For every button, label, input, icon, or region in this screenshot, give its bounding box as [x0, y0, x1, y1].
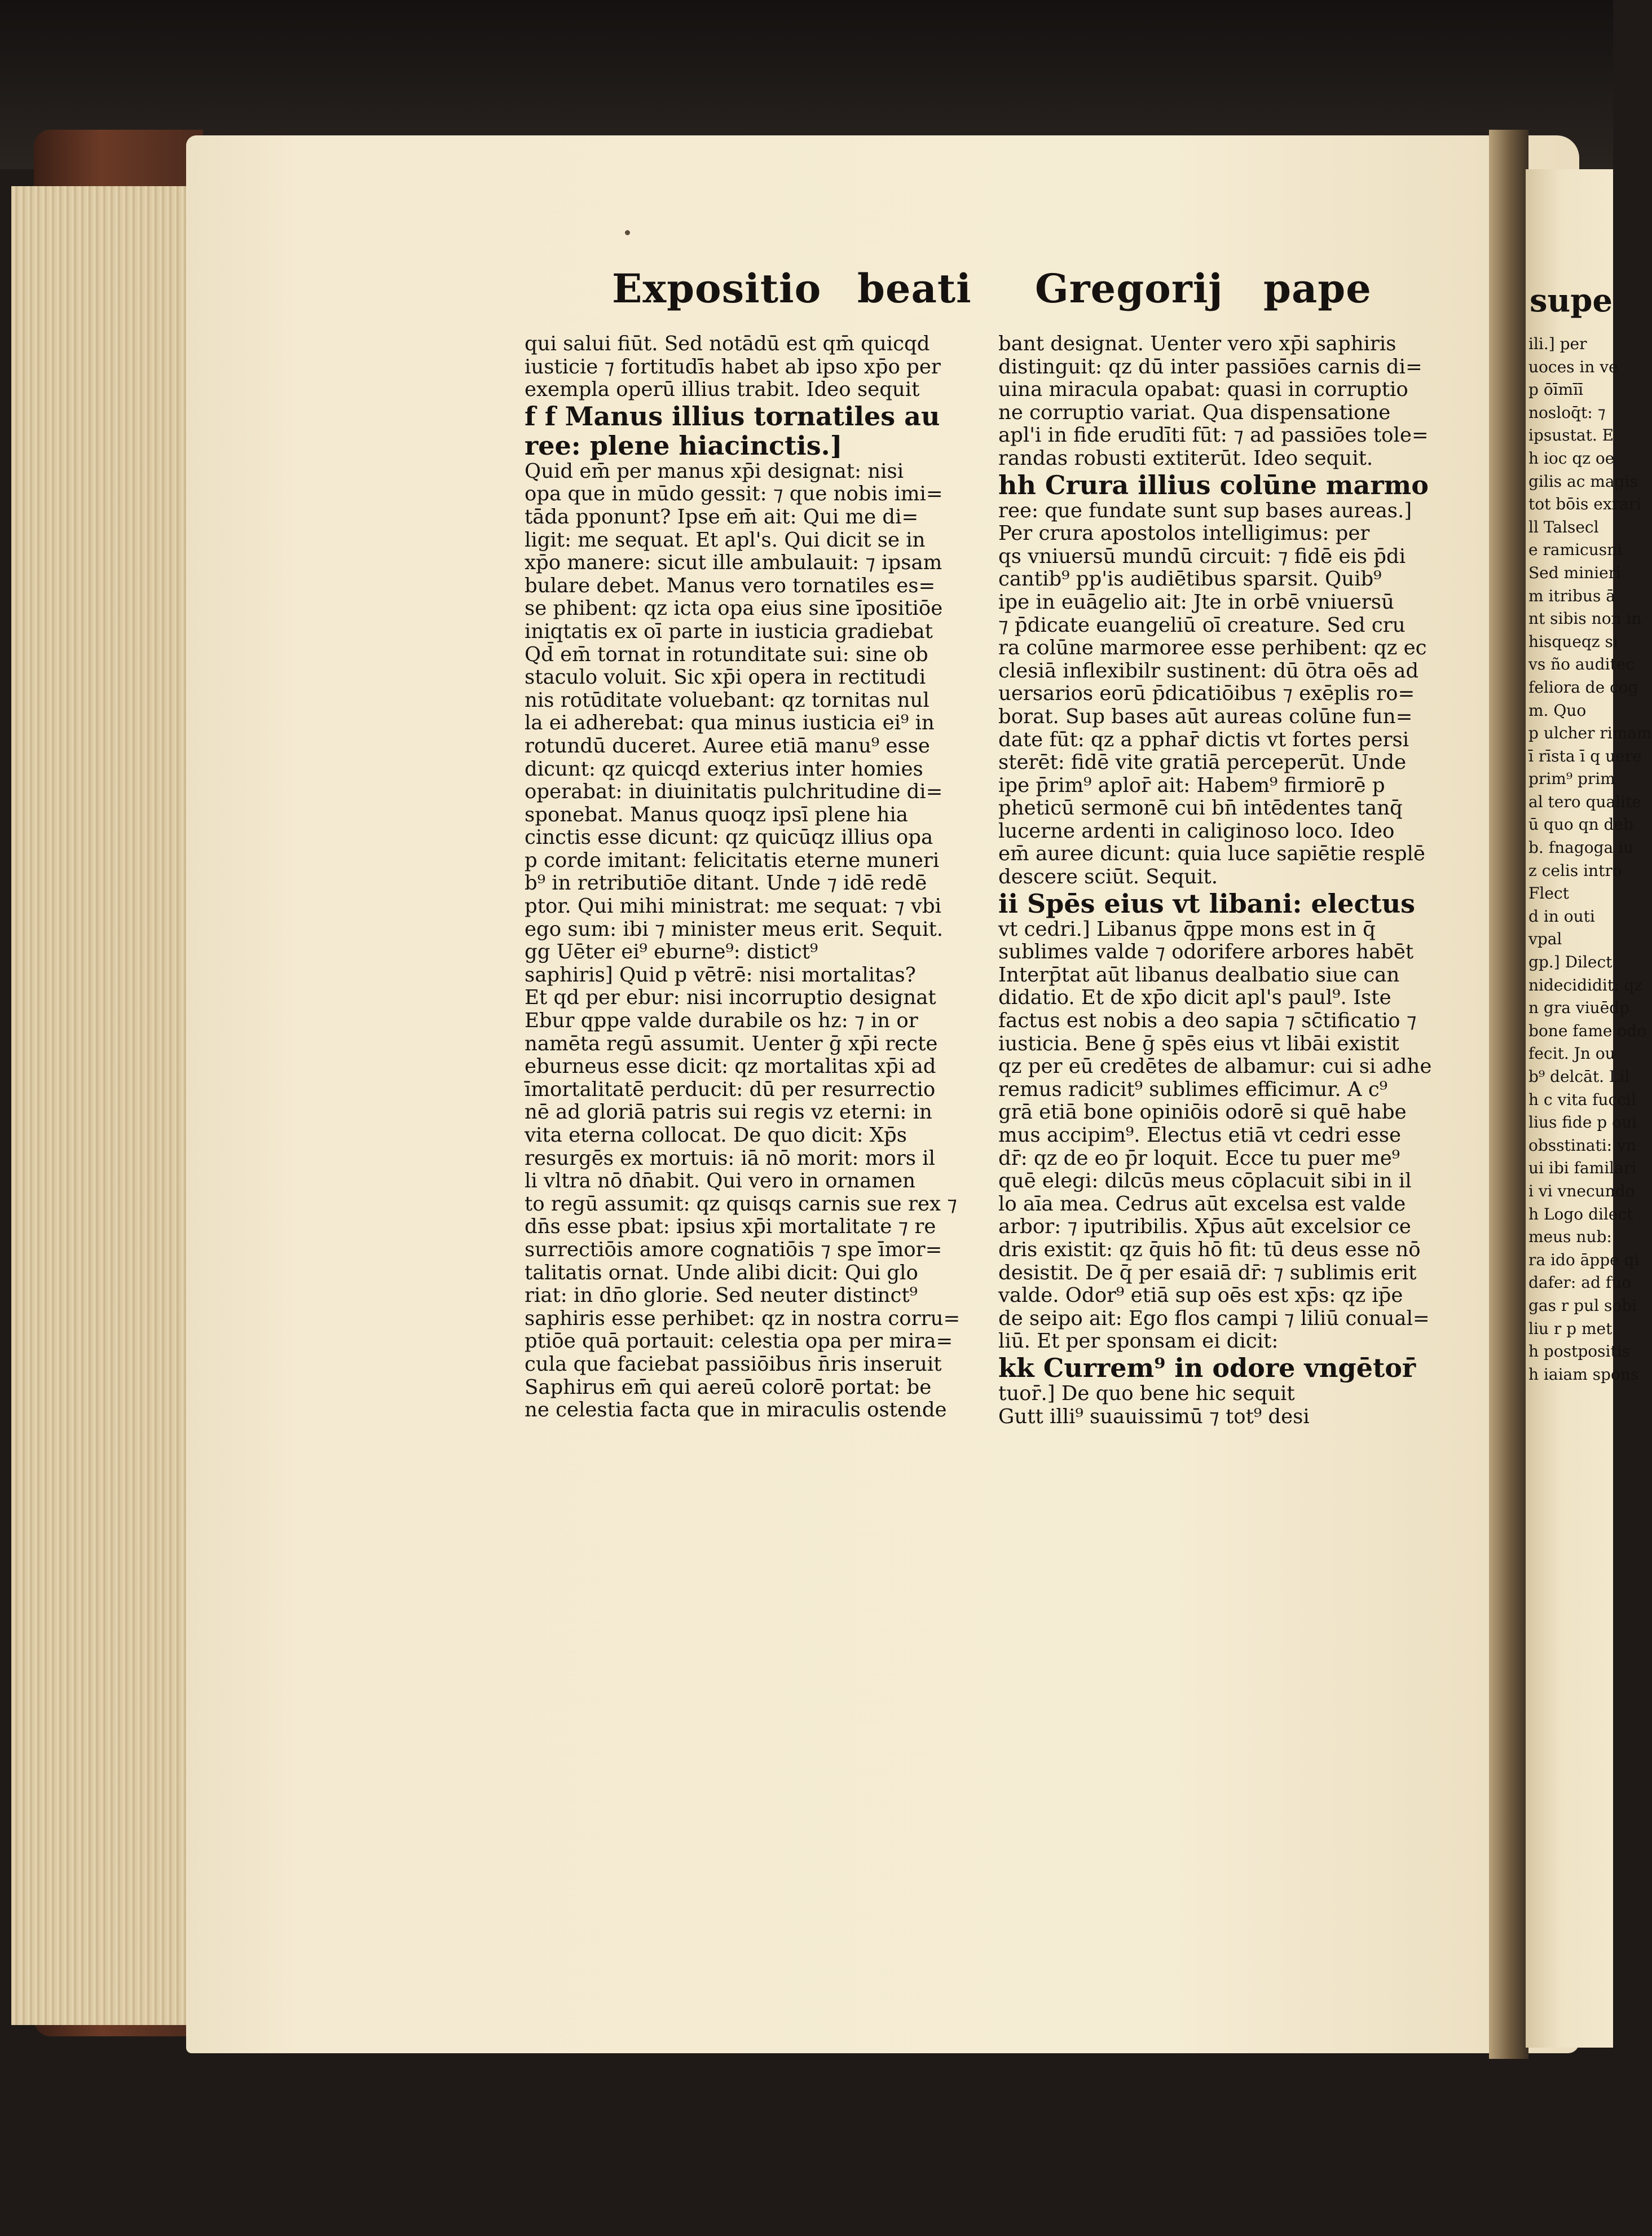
text-line: mus accipim⁹. Electus etiā vt cedri esse	[998, 1124, 1402, 1147]
text-line: qz per eū credētes de albamur: cui si adhe	[998, 1055, 1432, 1079]
text-line: ui ibi familari	[1528, 1159, 1637, 1178]
text-line: apl'i in fide erudīti fūt: ⁊ ad passiōes tole=	[998, 424, 1429, 447]
text-line: la ei adherebat: qua minus iusticia ei⁹ in	[525, 711, 935, 735]
text-line: gg Uēter ei⁹ eburne⁹: distict⁹	[525, 940, 818, 964]
text-line: surrectiōis amore cognatiōis ⁊ spe īmor=	[525, 1238, 942, 1261]
text-line: ī rīsta ī q uere	[1528, 746, 1642, 765]
text-line: saphiris] Quid p vētrē: nisi mortalitas?	[525, 963, 916, 987]
text-line: eburneus esse dicit: qz mortalitas xp̄i ad	[525, 1055, 936, 1079]
text-line: ll Talsecl	[1528, 517, 1599, 536]
text-line: ipe p̄rim⁹ aplor̄ ait: Habem⁹ firmiorē p	[998, 773, 1385, 797]
left-text-column	[525, 333, 1015, 1422]
text-line: ego sum: ibi ⁊ minister meus erit. Sequit.	[525, 917, 944, 941]
text-line: sterēt: fidē vite gratiā perceperūt. Unde	[998, 751, 1407, 774]
text-line: Sed minieri	[1528, 563, 1621, 582]
text-line: vita eterna collocat. De quo dicit: Xp̄s	[525, 1124, 907, 1147]
text-line: liū. Et per sponsam ei dicit:	[998, 1330, 1279, 1353]
text-line: em̄ auree dicunt: quia luce sapiētie resplē	[998, 842, 1425, 866]
text-line: lo aīa mea. Cedrus aūt excelsa est valde	[998, 1192, 1406, 1216]
right-text-column	[998, 333, 1489, 1428]
ink-spot	[625, 230, 630, 235]
book-fore-edge-pages	[11, 186, 203, 2025]
text-line: de seipo ait: Ego flos campi ⁊ liliū conual=	[998, 1306, 1430, 1330]
text-line: īmortalitatē perducit: dū per resurrectio	[525, 1077, 936, 1101]
text-line: staculo voluit. Sic xp̄i opera in rectitudi	[525, 666, 926, 689]
text-line: cula que faciebat passiōibus n̄ris inseruit	[525, 1352, 942, 1376]
text-line: h c vita fuccil	[1528, 1090, 1636, 1109]
text-line: Flect	[1528, 884, 1569, 903]
text-line: qs vniuersū mundū circuit: ⁊ fidē eis p̄di	[998, 544, 1406, 568]
text-line: obsstinati: vn	[1528, 1135, 1636, 1155]
text-line: vt cedri.] Libanus q̄ppe mons est in q̄	[998, 917, 1376, 941]
text-line: cantib⁹ pp'is audiētibus sparsit. Quib⁹	[998, 567, 1382, 591]
text-line: p ōīmīī	[1528, 380, 1584, 399]
text-line: Et qd per ebur: nisi incorruptio designat	[525, 986, 936, 1010]
text-line: exempla operū illius trabit. Ideo sequit	[525, 378, 920, 402]
text-line: ipsustat. E	[1528, 426, 1614, 445]
text-line: b. fnagoga iu	[1528, 838, 1634, 857]
text-line: meus nub:	[1528, 1227, 1612, 1247]
text-line: borat. Sup bases aūt aureas colūne fun=	[998, 705, 1413, 728]
text-line: sponebat. Manus quoqz ipsī plene hia	[525, 803, 908, 826]
text-line: pheticū sermonē cui bn̄ intēdentes tanq̄	[998, 796, 1403, 820]
text-line: clesiā inflexibilr sustinent: dū ōtra oēs ad	[998, 659, 1419, 683]
text-line: talitatis ornat. Unde alibi dicit: Qui glo	[525, 1261, 918, 1284]
text-line: tot bōis exrari	[1528, 495, 1642, 514]
text-line: uersarios eorū p̄dicatiōibus ⁊ exēplis ro=	[998, 682, 1415, 706]
text-line: p ulcher rimam	[1528, 724, 1652, 743]
text-line: lucerne ardenti in caliginoso loco. Ideo	[998, 819, 1395, 843]
text-line: kk Currem⁹ in odore vngētor̄	[998, 1352, 1416, 1383]
text-line: ra ido āppe qi	[1528, 1250, 1640, 1269]
text-line: randas robusti extiterūt. Ideo sequit.	[998, 446, 1373, 470]
text-line: ne celestia facta que in miraculis ostende	[525, 1398, 947, 1422]
text-line: ili.] per	[1528, 334, 1587, 353]
text-line: tāda pponunt? Ipse em̄ ait: Qui me di=	[525, 505, 919, 529]
text-line: sublimes valde ⁊ odorifere arbores habēt	[998, 940, 1414, 964]
text-line: dr̄: qz de eo p̄r loquit. Ecce tu puer me⁹	[998, 1146, 1400, 1170]
text-line: ipe in euāgelio ait: Jte in orbē vniuersū	[998, 590, 1394, 614]
text-line: nē ad gloriā patris sui regis vz eterni: in	[525, 1101, 932, 1124]
text-line: Per crura apostolos intelligimus: per	[998, 522, 1370, 545]
text-line: feliora de cog	[1528, 677, 1638, 697]
text-line: ra colūne marmoree esse perhibent: qz ec	[998, 636, 1427, 660]
text-line: nis rotūditate voluebant: qz tornitas nul	[525, 688, 929, 712]
text-line: dris existit: qz q̄uis hō fit: tū deus esse nō	[998, 1238, 1421, 1261]
text-line: m. Quo	[1528, 701, 1587, 720]
text-line: ii Spēs eius vt libani: electus	[998, 888, 1416, 919]
text-line: grā etiā bone opiniōis odorē si quē habe	[998, 1101, 1407, 1124]
text-line: to regū assumit: qz quisqs carnis sue rex ⁊	[525, 1192, 957, 1216]
text-line: m itribus ā	[1528, 586, 1615, 605]
running-title-word-4: pape	[1263, 265, 1372, 312]
text-line: xp̄o manere: sicut ille ambulauit: ⁊ ipsam	[525, 551, 942, 575]
text-line: e ramicusni	[1528, 540, 1623, 560]
text-line: vs ño auditec	[1528, 655, 1635, 674]
text-line: distinguit: qz dū inter passiōes carnis di=	[998, 355, 1422, 378]
text-line: iniqtatis ex oī parte in iusticia gradiebat	[525, 619, 933, 643]
text-line: date fūt: qz a pphar̄ dictis vt fortes persi	[998, 728, 1409, 751]
text-line: liu r p met	[1528, 1319, 1613, 1338]
text-line: ree: plene hiacinctis.]	[525, 430, 843, 461]
text-line: z celis intro	[1528, 861, 1622, 880]
text-line: Ebur qppe valde durabile os hz: ⁊ in or	[525, 1009, 918, 1033]
text-line: n gra viuēdp	[1528, 998, 1630, 1018]
text-line: operabat: in diuinitatis pulchritudine di=	[525, 780, 943, 804]
text-line: bant designat. Uenter vero xp̄i saphiris	[998, 332, 1397, 355]
text-line: iusticie ⁊ fortitudīs habet ab ipso xp̄o per	[525, 355, 941, 378]
text-line: ree: que fundate sunt sup bases aureas.]	[998, 499, 1412, 522]
text-line: iusticia. Bene ḡ spēs eius vt libāi existit	[998, 1032, 1399, 1055]
text-line: arbor: ⁊ iputribilis. Xp̄us aūt excelsior ce	[998, 1215, 1411, 1239]
text-line: tuor̄.] De quo bene hic sequit	[998, 1381, 1295, 1405]
text-line: ligit: me sequat. Et apl's. Qui dicit se in	[525, 528, 926, 552]
text-line: hh Crura illius colūne marmo	[998, 469, 1429, 500]
text-line: gp.] Dilect	[1528, 953, 1613, 972]
text-line: gas r pul sobi	[1528, 1296, 1637, 1315]
text-line: dn̄s esse pbat: ipsius xp̄i mortalitate ⁊ re	[525, 1215, 936, 1239]
text-line: f f Manus illius tornatiles au	[525, 400, 940, 432]
text-line: valde. Odor⁹ etiā sup oēs est xp̄s: qz ip̄e	[998, 1284, 1403, 1308]
text-line: nidecididit: qz	[1528, 975, 1643, 994]
text-line: b⁹ in retributiōe ditant. Unde ⁊ idē redē	[525, 871, 927, 895]
book-gutter	[1489, 130, 1528, 2059]
facing-page-heading: supe	[1530, 282, 1613, 319]
text-line: qui salui fiūt. Sed notādū est qm̄ quicqd	[525, 332, 930, 355]
text-line: nt sibis non in	[1528, 609, 1642, 628]
text-line: p corde imitant: felicitatis eterne muneri	[525, 848, 940, 872]
text-line: al tero qualite	[1528, 792, 1641, 811]
text-line: riat: in dn̄o glorie. Sed neuter distinct⁹	[525, 1284, 918, 1308]
text-line: ptiōe quā portauit: celestia opa per mira=	[525, 1330, 953, 1353]
text-line: bone fame odo	[1528, 1021, 1647, 1040]
text-line: h Logo dilect	[1528, 1204, 1633, 1223]
text-line: bulare debet. Manus vero tornatiles es=	[525, 574, 936, 597]
text-line: h postpositis	[1528, 1342, 1631, 1361]
text-line: nosloq̄t: ⁊	[1528, 403, 1606, 422]
text-line: dicunt: qz quicqd exterius inter homies	[525, 757, 923, 781]
text-line: ptor. Qui mihi ministrat: me sequat: ⁊ vbi	[525, 895, 941, 918]
text-line: ū quo qn deb	[1528, 815, 1633, 834]
text-line: prim⁹ prim	[1528, 769, 1615, 789]
text-line: se phibent: qz icta opa eius sine īpositiōe	[525, 597, 943, 620]
text-line: d in outi	[1528, 906, 1595, 926]
running-title-word-2: beati	[857, 265, 972, 312]
text-line: hisqueqz si	[1528, 632, 1618, 651]
text-line: vpal	[1528, 930, 1562, 949]
text-line: rotundū duceret. Auree etiā manu⁹ esse	[525, 734, 930, 758]
running-title-word-3: Gregorij	[1035, 265, 1223, 312]
text-line: h iaiam spons	[1528, 1365, 1639, 1384]
text-line: b⁹ delcāt. Lil	[1528, 1067, 1630, 1086]
text-line: li vltra nō dn̄abit. Qui vero in ornamen	[525, 1169, 915, 1193]
text-line: Interp̄tat aūt libanus dealbatio siue can	[998, 963, 1400, 987]
running-title-word-1: Expositio	[612, 265, 822, 312]
text-line: quē elegi: dilcūs meus cōplacuit sibi in il	[998, 1169, 1412, 1193]
text-line: Gutt illi⁹ suauissimū ⁊ tot⁹ desi	[998, 1405, 1310, 1428]
text-line: remus radicit⁹ sublimes efficimur. A c⁹	[998, 1077, 1387, 1101]
facing-page-text	[1528, 333, 1652, 1386]
text-line: dafer: ad fuo	[1528, 1273, 1632, 1292]
text-line: Qd̄ em̄ tornat in rotunditate sui: sine ob	[525, 642, 928, 666]
text-line: resurgēs ex mortuis: iā nō morit: mors il	[525, 1146, 935, 1170]
text-line: descere sciūt. Sequit.	[998, 865, 1218, 889]
text-line: gilis ac magis	[1528, 472, 1638, 491]
text-line: namēta regū assumit. Uenter ḡ xp̄i recte	[525, 1032, 938, 1055]
text-line: i vi vnecundo	[1528, 1181, 1635, 1200]
text-line: desistit. De q̄ per esaiā dr̄: ⁊ sublimis erit	[998, 1261, 1417, 1284]
text-line: fecit. Jn ou	[1528, 1044, 1615, 1063]
text-line: didatio. Et de xp̄o dicit apl's paul⁹. Iste	[998, 986, 1391, 1010]
text-line: uina miracula opabat: quasi in corruptio	[998, 378, 1408, 402]
text-line: ⁊ p̄dicate euangeliū oī creature. Sed cru	[998, 613, 1406, 637]
text-line: uoces in ve	[1528, 357, 1618, 376]
text-line: saphiris esse perhibet: qz in nostra corru=	[525, 1306, 961, 1330]
text-line: factus est nobis a deo sapia ⁊ sc̄tificatio ⁊	[998, 1009, 1417, 1033]
text-line: Quid em̄ per manus xp̄i designat: nisi	[525, 459, 904, 483]
text-line: lius fide p oui	[1528, 1113, 1637, 1132]
text-line: Saphirus em̄ qui aereū colorē portat: be	[525, 1375, 932, 1399]
text-line: cinctis esse dicunt: qz quicūqz illius opa	[525, 826, 933, 849]
text-line: opa que in mūdo gessit: ⁊ que nobis imi=	[525, 482, 943, 506]
text-line: ne corruptio variat. Qua dispensatione	[998, 400, 1391, 424]
text-line: h ioc qz oe	[1528, 448, 1615, 468]
